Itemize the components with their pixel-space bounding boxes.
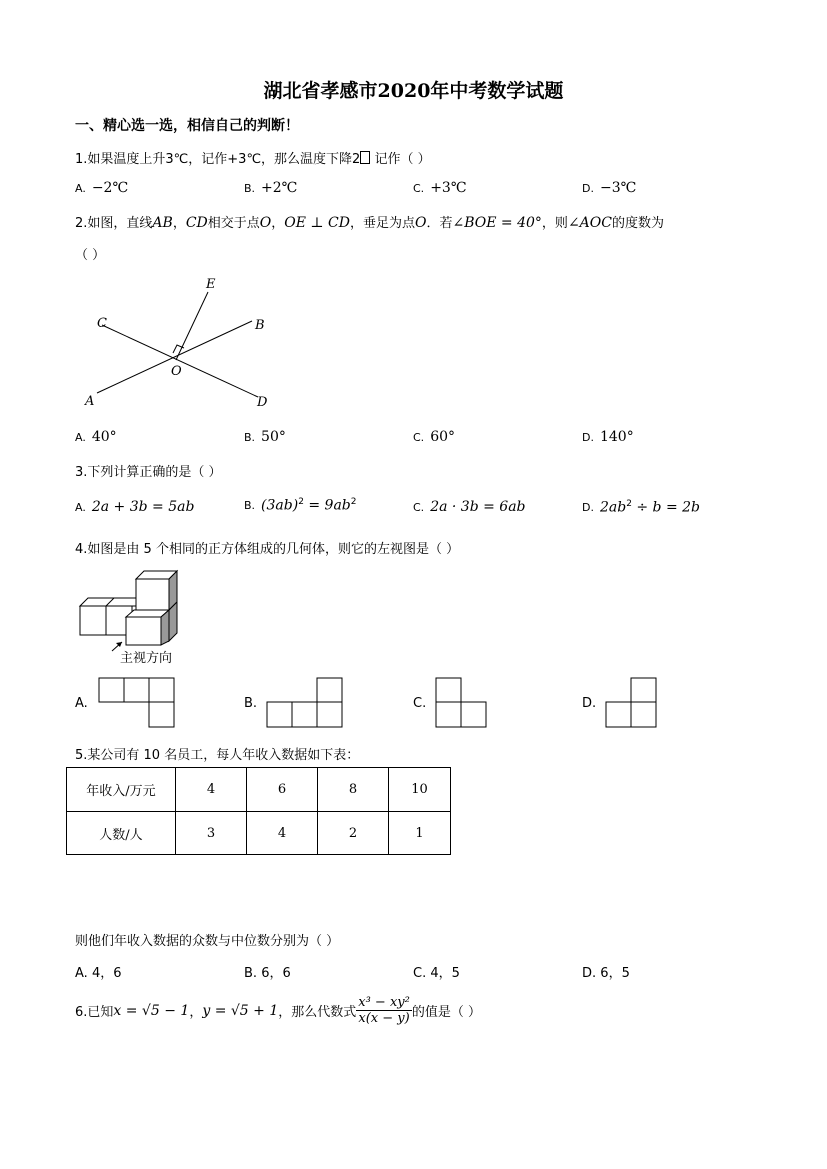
page-title: 湖北省孝感市2020年中考数学试题 — [263, 80, 564, 102]
missing-glyph-icon — [360, 151, 370, 164]
table-cell: 1 — [389, 812, 451, 855]
question-2-paren: （ ） — [75, 248, 106, 263]
q2-option-b: B. 50° — [244, 429, 286, 445]
q2-figure — [80, 275, 280, 415]
label-c: C — [97, 316, 107, 331]
table-header-cell: 人数/人 — [67, 812, 176, 855]
question-4-stem: 4.如图是由 5 个相同的正方体组成的几何体，则它的左视图是（ ） — [75, 542, 460, 557]
table-cell: 6 — [247, 768, 318, 812]
fraction-denominator: x(x − y) — [358, 1011, 410, 1026]
q1-option-c: C. +3℃ — [413, 180, 467, 196]
question-5-prompt: 则他们年收入数据的众数与中位数分别为（ ） — [75, 934, 340, 949]
q2-option-c: C. 60° — [413, 429, 456, 445]
label-o: O — [171, 364, 182, 379]
q3-option-c: C. 2a · 3b = 6ab — [413, 499, 526, 515]
question-6-stem: 6.已知 x = √5 − 1 ， y = √5 + 1 ，那么代数式 $\frac{\text{x³ − xy²}}{x(x - y)}$ 的值是（ ） — [75, 995, 481, 1026]
q2-option-a: A. 40° — [75, 429, 117, 445]
table-cell: 4 — [247, 812, 318, 855]
q1-option-a: A. −2℃ — [75, 180, 129, 196]
q1-option-b: B. +2℃ — [244, 180, 298, 196]
figure-caption: 主视方向 — [120, 651, 173, 666]
q4-option-c-label: C. — [413, 696, 427, 711]
q4-option-a-label: A. — [75, 696, 88, 711]
q3-option-b: B. $(3ab)^2 = 9ab^2$ — [244, 497, 357, 514]
table-cell: 10 — [389, 768, 451, 812]
cube-front-face — [80, 606, 106, 635]
table-cell: 4 — [176, 768, 247, 812]
table-row — [67, 768, 451, 812]
question-3-stem: 3.下列计算正确的是（ ） — [75, 465, 222, 480]
label-e: E — [206, 277, 216, 292]
q4-option-d-label: D. — [582, 696, 597, 711]
q4-option-d-figure — [605, 677, 658, 729]
question-2-stem: 2.如图，直线AB，CD相交于点O，OE ⊥ CD，垂足为点O．若∠BOE = 40°，则∠AOC的度数为 — [75, 215, 664, 231]
q4-solid-figure — [76, 567, 186, 667]
fraction-numerator: x³ − xy² — [358, 995, 410, 1010]
algebraic-fraction — [356, 995, 412, 1026]
q5-option-c: C. 4，5 — [413, 966, 460, 981]
cube-top-face — [80, 598, 136, 606]
cube-front-face — [126, 617, 161, 645]
section-heading: 一、精心选一选，相信自己的判断！ — [75, 118, 299, 134]
q4-option-c-figure — [435, 677, 488, 729]
q2-option-d: D. 140° — [582, 429, 634, 445]
q3-option-a: A. 2a + 3b = 5ab — [75, 499, 195, 515]
label-b: B — [255, 318, 265, 333]
table-cell: 3 — [176, 812, 247, 855]
table-cell: 2 — [318, 812, 389, 855]
question-5-stem: 5.某公司有 10 名员工，每人年收入数据如下表： — [75, 748, 360, 763]
ray-oe — [176, 292, 208, 360]
q1-option-d: D. −3℃ — [582, 180, 637, 196]
q4-option-b-label: B. — [244, 696, 258, 711]
x-expression: x = √5 − 1 — [113, 1002, 190, 1019]
label-d: D — [257, 395, 268, 410]
table-cell: 8 — [318, 768, 389, 812]
income-table — [66, 767, 451, 855]
cube-front-face — [136, 579, 169, 610]
line-ab — [97, 321, 252, 393]
table-header-cell: 年收入/万元 — [67, 768, 176, 812]
q5-option-b: B. 6，6 — [244, 966, 291, 981]
line-cd — [102, 325, 258, 397]
q3-option-d: D. $2ab^2 \div b = 2b$ — [582, 499, 701, 516]
q5-option-a: A. 4，6 — [75, 966, 122, 981]
question-1-stem: 1.如果温度上升3℃，记作+3℃，那么温度下降2 记作（ ） — [75, 152, 431, 167]
label-a: A — [85, 394, 95, 409]
table-row — [67, 812, 451, 855]
q5-option-d: D. 6，5 — [582, 966, 630, 981]
q4-option-b-figure — [266, 677, 344, 729]
q4-option-a-figure — [98, 677, 176, 729]
y-expression: y = √5 + 1 — [202, 1002, 279, 1019]
